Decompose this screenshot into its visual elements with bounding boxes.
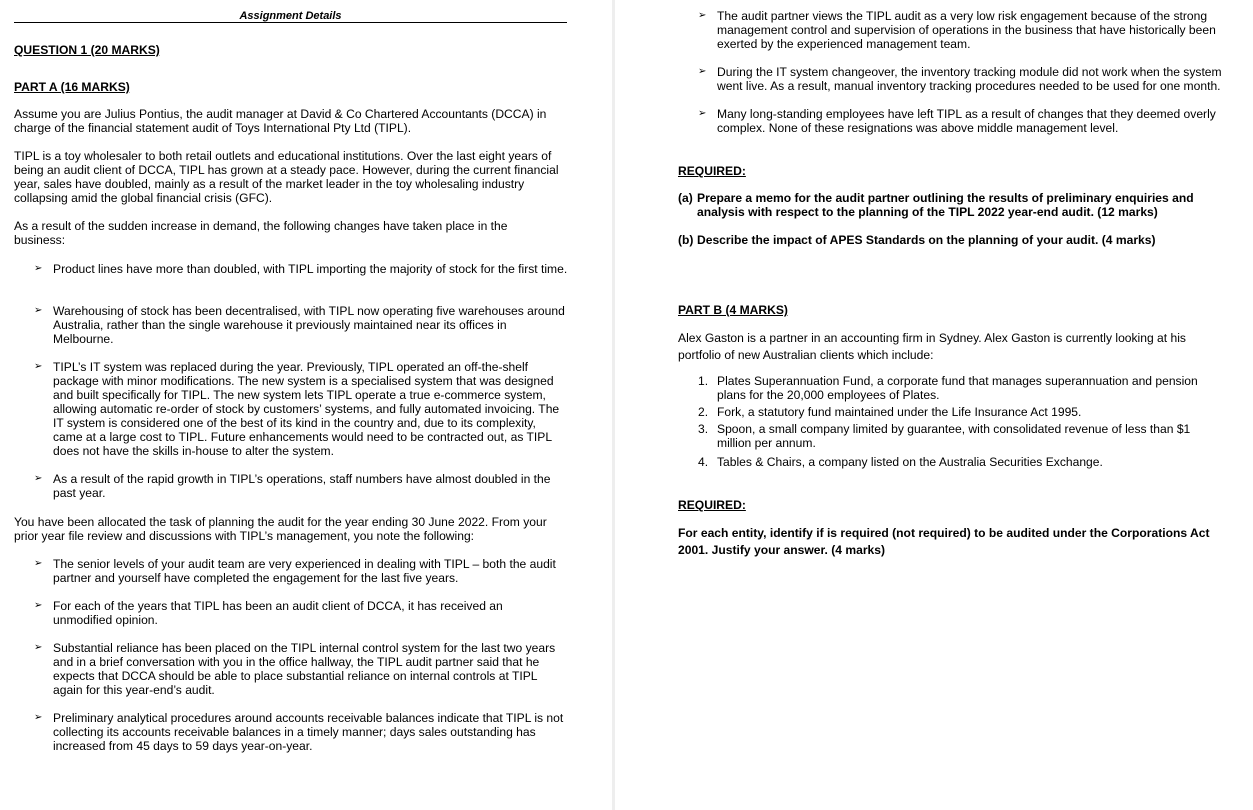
- changes-intro: As a result of the sudden increase in demand, the following changes have taken place in the business:: [14, 219, 508, 247]
- part-a-title: PART A (16 MARKS): [14, 80, 130, 94]
- change-item-text: TIPL’s IT system was replaced during the year. Previously, TIPL operated an off-the-shelf package with minor modifications. The new system is a specialised system that was designed and built specifically for TIPL. The new system lets TIPL operate a true e-commerce system, allowing automatic re-order of stock by customers’ systems, and fully automated invoicing. The IT system is considered one of the best of its kind in the country and, due to its complexity, came at a large cost to TIPL. Future enhancements would need to be contracted out, as TIPL does not have the skills in-house to alter the system.: [53, 360, 560, 458]
- bullet-arrow-icon: ➢: [34, 473, 43, 484]
- required-item-text: Prepare a memo for the audit partner outlining the results of preliminary enquiries and analysis with respect to the planning of the TIPL 2022 year-end audit. (12 marks): [697, 191, 1194, 219]
- note-item-text: Preliminary analytical procedures around accounts receivable balances indicate that TIPL is not collecting its accounts receivable balances in a timely manner; days sales outstanding has increased from 45 days to 59 days year-on-year.: [53, 711, 564, 753]
- required-item-text: Describe the impact of APES Standards on the planning of your audit. (4 marks): [697, 233, 1156, 247]
- bullet-arrow-icon: ➢: [34, 642, 43, 653]
- client-number: 1.: [698, 374, 709, 388]
- part-b-required-label: REQUIRED:: [678, 498, 746, 512]
- part-a-intro: Assume you are Julius Pontius, the audit manager at David & Co Chartered Accountants (DCCA) in charge of the financial statement audit of Toys International Pty Ltd (TIPL).: [14, 107, 547, 135]
- note-item-text: For each of the years that TIPL has been an audit client of DCCA, it has received an unmodified opinion.: [53, 599, 503, 627]
- part-b-intro: Alex Gaston is a partner in an accounting firm in Sydney. Alex Gaston is currently looking at his portfolio of new Australian clients which include:: [678, 331, 1186, 362]
- change-item-text: Warehousing of stock has been decentralised, with TIPL now operating five warehouses around Australia, rather than the single warehouse it previously maintained near its offices in Melbourne.: [53, 304, 565, 346]
- client-number: 2.: [698, 405, 709, 419]
- note-item-text: The audit partner views the TIPL audit as a very low risk engagement because of the strong management control and supervision of operations in the business that have historically been exerted by the experienced management team.: [717, 9, 1216, 51]
- part-b-required-text: For each entity, identify if is required (not required) to be audited under the Corporations Act 2001. Justify your answer. (4 marks): [678, 526, 1210, 557]
- bullet-arrow-icon: ➢: [34, 361, 43, 372]
- change-item-text: Product lines have more than doubled, with TIPL importing the majority of stock for the first time.: [53, 262, 568, 276]
- bullet-arrow-icon: ➢: [34, 600, 43, 611]
- question-title: QUESTION 1 (20 MARKS): [14, 43, 160, 57]
- change-item-text: As a result of the rapid growth in TIPL’s operations, staff numbers have almost doubled in the past year.: [53, 472, 551, 500]
- note-item-text: The senior levels of your audit team are very experienced in dealing with TIPL – both the audit partner and yourself have completed the engagement for the last five years.: [53, 557, 556, 585]
- part-a-required-label: REQUIRED:: [678, 164, 746, 178]
- client-text: Plates Superannuation Fund, a corporate fund that manages superannuation and pension plans for the 20,000 employees of Plates.: [717, 374, 1198, 402]
- page-divider: [612, 0, 615, 810]
- document-header-title: Assignment Details: [239, 10, 342, 22]
- part-a-background: TIPL is a toy wholesaler to both retail outlets and educational institutions. Over the last eight years of being an audit client of DCCA, TIPL has grown at a steady pace. However, during the current financial year, sales have doubled, mainly as a result of the market leader in the toy wholesaling industry collapsing amid the global financial crisis (GFC).: [14, 149, 559, 205]
- bullet-arrow-icon: ➢: [698, 108, 707, 119]
- notes-intro: You have been allocated the task of planning the audit for the year ending 30 June 2022. From your prior year file review and discussions with TIPL’s management, you note the following:: [14, 515, 547, 543]
- client-number: 3.: [698, 422, 709, 436]
- client-text: Spoon, a small company limited by guarantee, with consolidated revenue of less than $1 million per annum.: [717, 422, 1191, 450]
- bullet-arrow-icon: ➢: [698, 66, 707, 77]
- bullet-arrow-icon: ➢: [34, 558, 43, 569]
- part-b-title: PART B (4 MARKS): [678, 303, 788, 317]
- client-number: 4.: [698, 455, 709, 469]
- required-item-label: (b): [678, 233, 694, 247]
- document-header: [14, 9, 567, 23]
- bullet-arrow-icon: ➢: [34, 712, 43, 723]
- bullet-arrow-icon: ➢: [698, 10, 707, 21]
- client-text: Tables & Chairs, a company listed on the Australia Securities Exchange.: [717, 455, 1103, 469]
- bullet-arrow-icon: ➢: [34, 263, 43, 274]
- note-item-text: Substantial reliance has been placed on the TIPL internal control system for the last two years and in a brief conversation with you in the office hallway, the TIPL audit partner said that he expects that DCCA should be able to place substantial reliance on internal controls at TIPL again for this year-end’s audit.: [53, 641, 556, 697]
- note-item-text: Many long-standing employees have left TIPL as a result of changes that they deemed overly complex. None of these resignations was above middle management level.: [717, 107, 1216, 135]
- bullet-arrow-icon: ➢: [34, 305, 43, 316]
- note-item-text: During the IT system changeover, the inventory tracking module did not work when the system went live. As a result, manual inventory tracking procedures needed to be used for one month.: [717, 65, 1222, 93]
- required-item-label: (a): [678, 191, 693, 205]
- client-text: Fork, a statutory fund maintained under the Life Insurance Act 1995.: [717, 405, 1082, 419]
